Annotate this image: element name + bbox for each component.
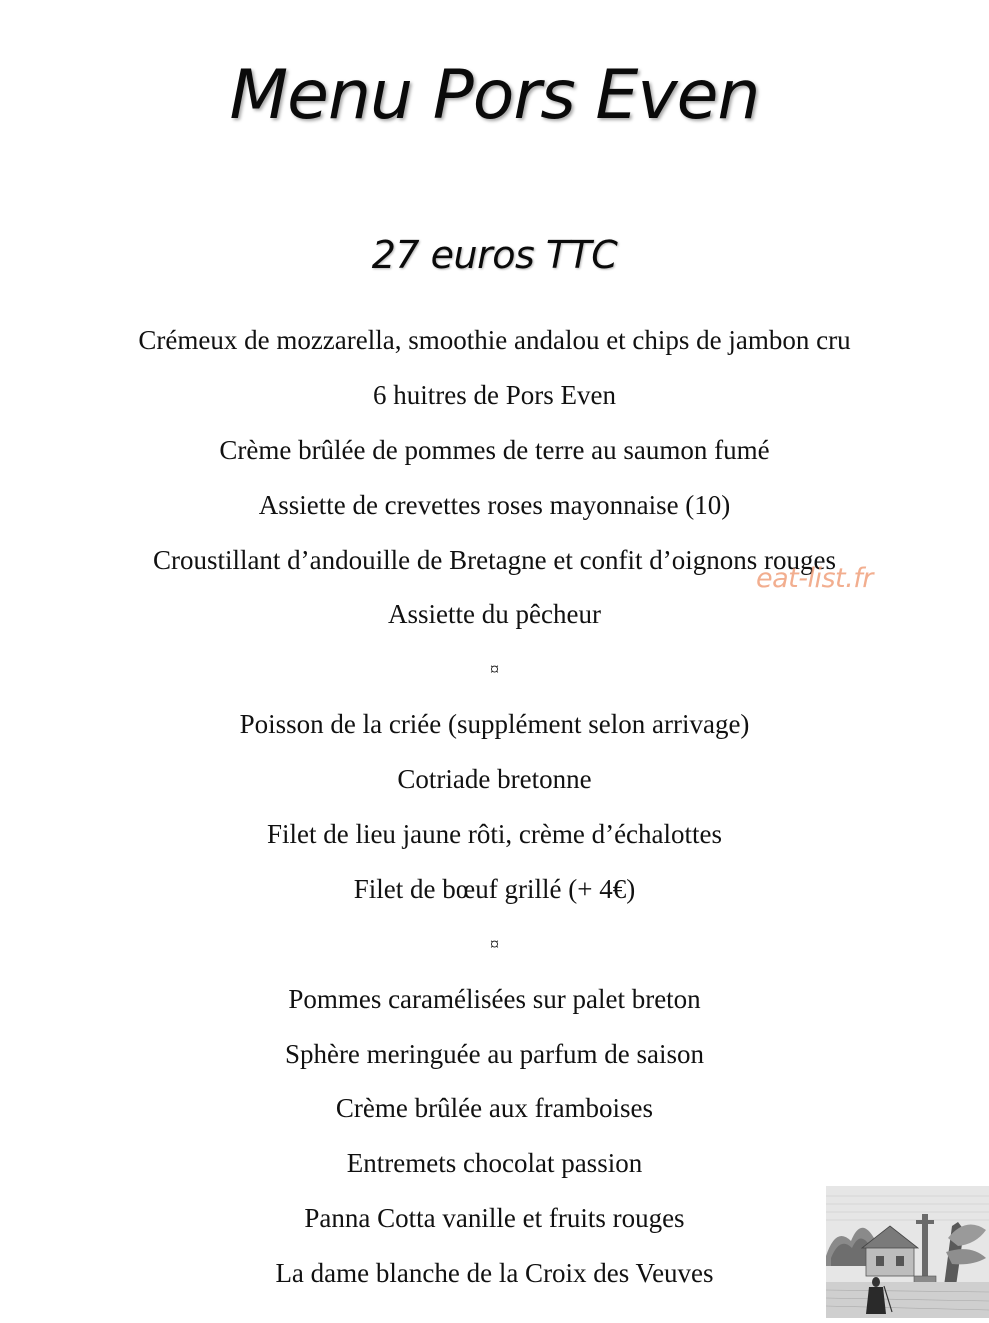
menu-item: Cotriade bretonne <box>397 764 592 795</box>
menu-item: Crémeux de mozzarella, smoothie andalou et chips de jambon cru <box>138 325 851 355</box>
menu-price: 27 euros TTC <box>371 233 618 277</box>
menu-item: Filet de bœuf grillé (+ 4€) <box>353 873 636 904</box>
menu-item: 6 huitres de Pors Even <box>373 379 616 410</box>
menu-item: Pommes caramélisées sur palet breton <box>288 983 701 1014</box>
menu-item: Assiette du pêcheur <box>388 599 601 630</box>
menu-item: Filet de lieu jaune rôti, crème d’échalottes <box>266 819 723 850</box>
menu-item: Croustillant d’andouille de Bretagne et confit d’oignons rouges <box>152 544 837 575</box>
section-separator: ¤ <box>490 933 499 954</box>
menu-list <box>0 318 989 1306</box>
menu-item: Sphère meringuée au parfum de saison <box>284 1038 705 1069</box>
etching-village-scene-icon <box>826 1186 989 1318</box>
menu-item: Crème brûlée de pommes de terre au saumon fumé <box>219 434 770 465</box>
section-separator: ¤ <box>490 659 499 680</box>
menu-item: Panna Cotta vanille et fruits rouges <box>304 1203 685 1234</box>
menu-item: Entremets chocolat passion <box>346 1148 643 1179</box>
menu-item: La dame blanche de la Croix des Veuves <box>275 1258 714 1289</box>
menu-item: Crème brûlée aux framboises <box>335 1093 654 1124</box>
menu-item: Assiette de crevettes roses mayonnaise (10) <box>258 489 731 520</box>
menu-item: Poisson de la criée (supplément selon arrivage) <box>239 709 750 740</box>
watermark: eat-list.fr <box>756 563 873 594</box>
page-title: Menu Pors Even <box>229 56 760 135</box>
